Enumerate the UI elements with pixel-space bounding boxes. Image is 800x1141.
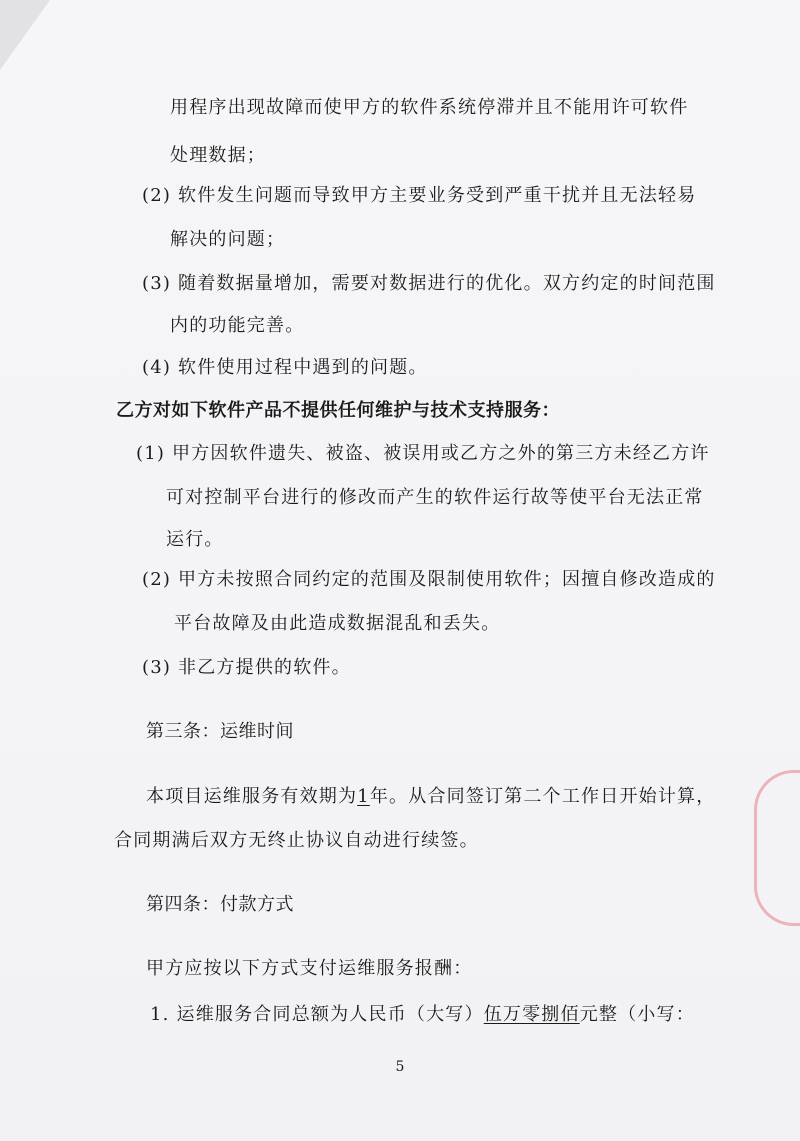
- service-period-years: 1: [357, 786, 370, 807]
- text-line-11: 运行。: [166, 529, 224, 550]
- text-line-17: 合同期满后双方无终止协议自动进行续签。: [114, 830, 479, 851]
- text-line-10: 可对控制平台进行的修改而产生的软件运行故等使平台无法正常: [166, 487, 704, 508]
- section-heading-article-4: 第四条：付款方式: [146, 894, 294, 915]
- text-line-16: [146, 785, 715, 809]
- service-period-prefix: 本项目运维服务有效期为: [146, 786, 358, 807]
- text-line-12: (2) 甲方未按照合同约定的范围及限制使用软件；因擅自修改造成的: [142, 569, 716, 590]
- text-line-1: 用程序出现故障而使甲方的软件系统停滞并且不能用许可软件: [170, 97, 689, 118]
- text-line-19: 甲方应按以下方式支付运维服务报酬：: [146, 958, 473, 979]
- section-subheading-no-support: 乙方对如下软件产品不提供任何维护与技术支持服务：: [116, 400, 560, 421]
- text-line-7: (4) 软件使用过程中遇到的问题。: [142, 357, 428, 378]
- contract-total-amount: 伍万零捌佰: [483, 1004, 580, 1025]
- text-line-3: (2) 软件发生问题而导致甲方主要业务受到严重干扰并且无法轻易: [142, 185, 697, 206]
- text-line-20: [150, 1003, 695, 1027]
- text-line-5: (3) 随着数据量增加，需要对数据进行的优化。双方约定的时间范围: [142, 273, 716, 294]
- red-seal-stamp: [754, 770, 800, 926]
- section-heading-article-3: 第三条：运维时间: [146, 721, 294, 742]
- contract-total-prefix: 1. 运维服务合同总额为人民币（大写）: [150, 1004, 484, 1025]
- text-line-6: 内的功能完善。: [170, 315, 305, 336]
- page-number: 5: [395, 1059, 405, 1075]
- text-line-13: 平台故障及由此造成数据混乱和丢失。: [174, 613, 501, 634]
- service-period-suffix: 年。从合同签订第二个工作日开始计算，: [369, 786, 716, 807]
- contract-total-suffix: 元整（小写：: [579, 1004, 695, 1025]
- text-line-2: 处理数据；: [170, 145, 266, 166]
- text-line-4: 解决的问题；: [170, 229, 286, 250]
- text-line-14: (3) 非乙方提供的软件。: [142, 657, 351, 678]
- scan-corner-fold: [0, 0, 50, 70]
- text-line-9: (1) 甲方因软件遗失、被盗、被误用或乙方之外的第三方未经乙方许: [136, 443, 710, 464]
